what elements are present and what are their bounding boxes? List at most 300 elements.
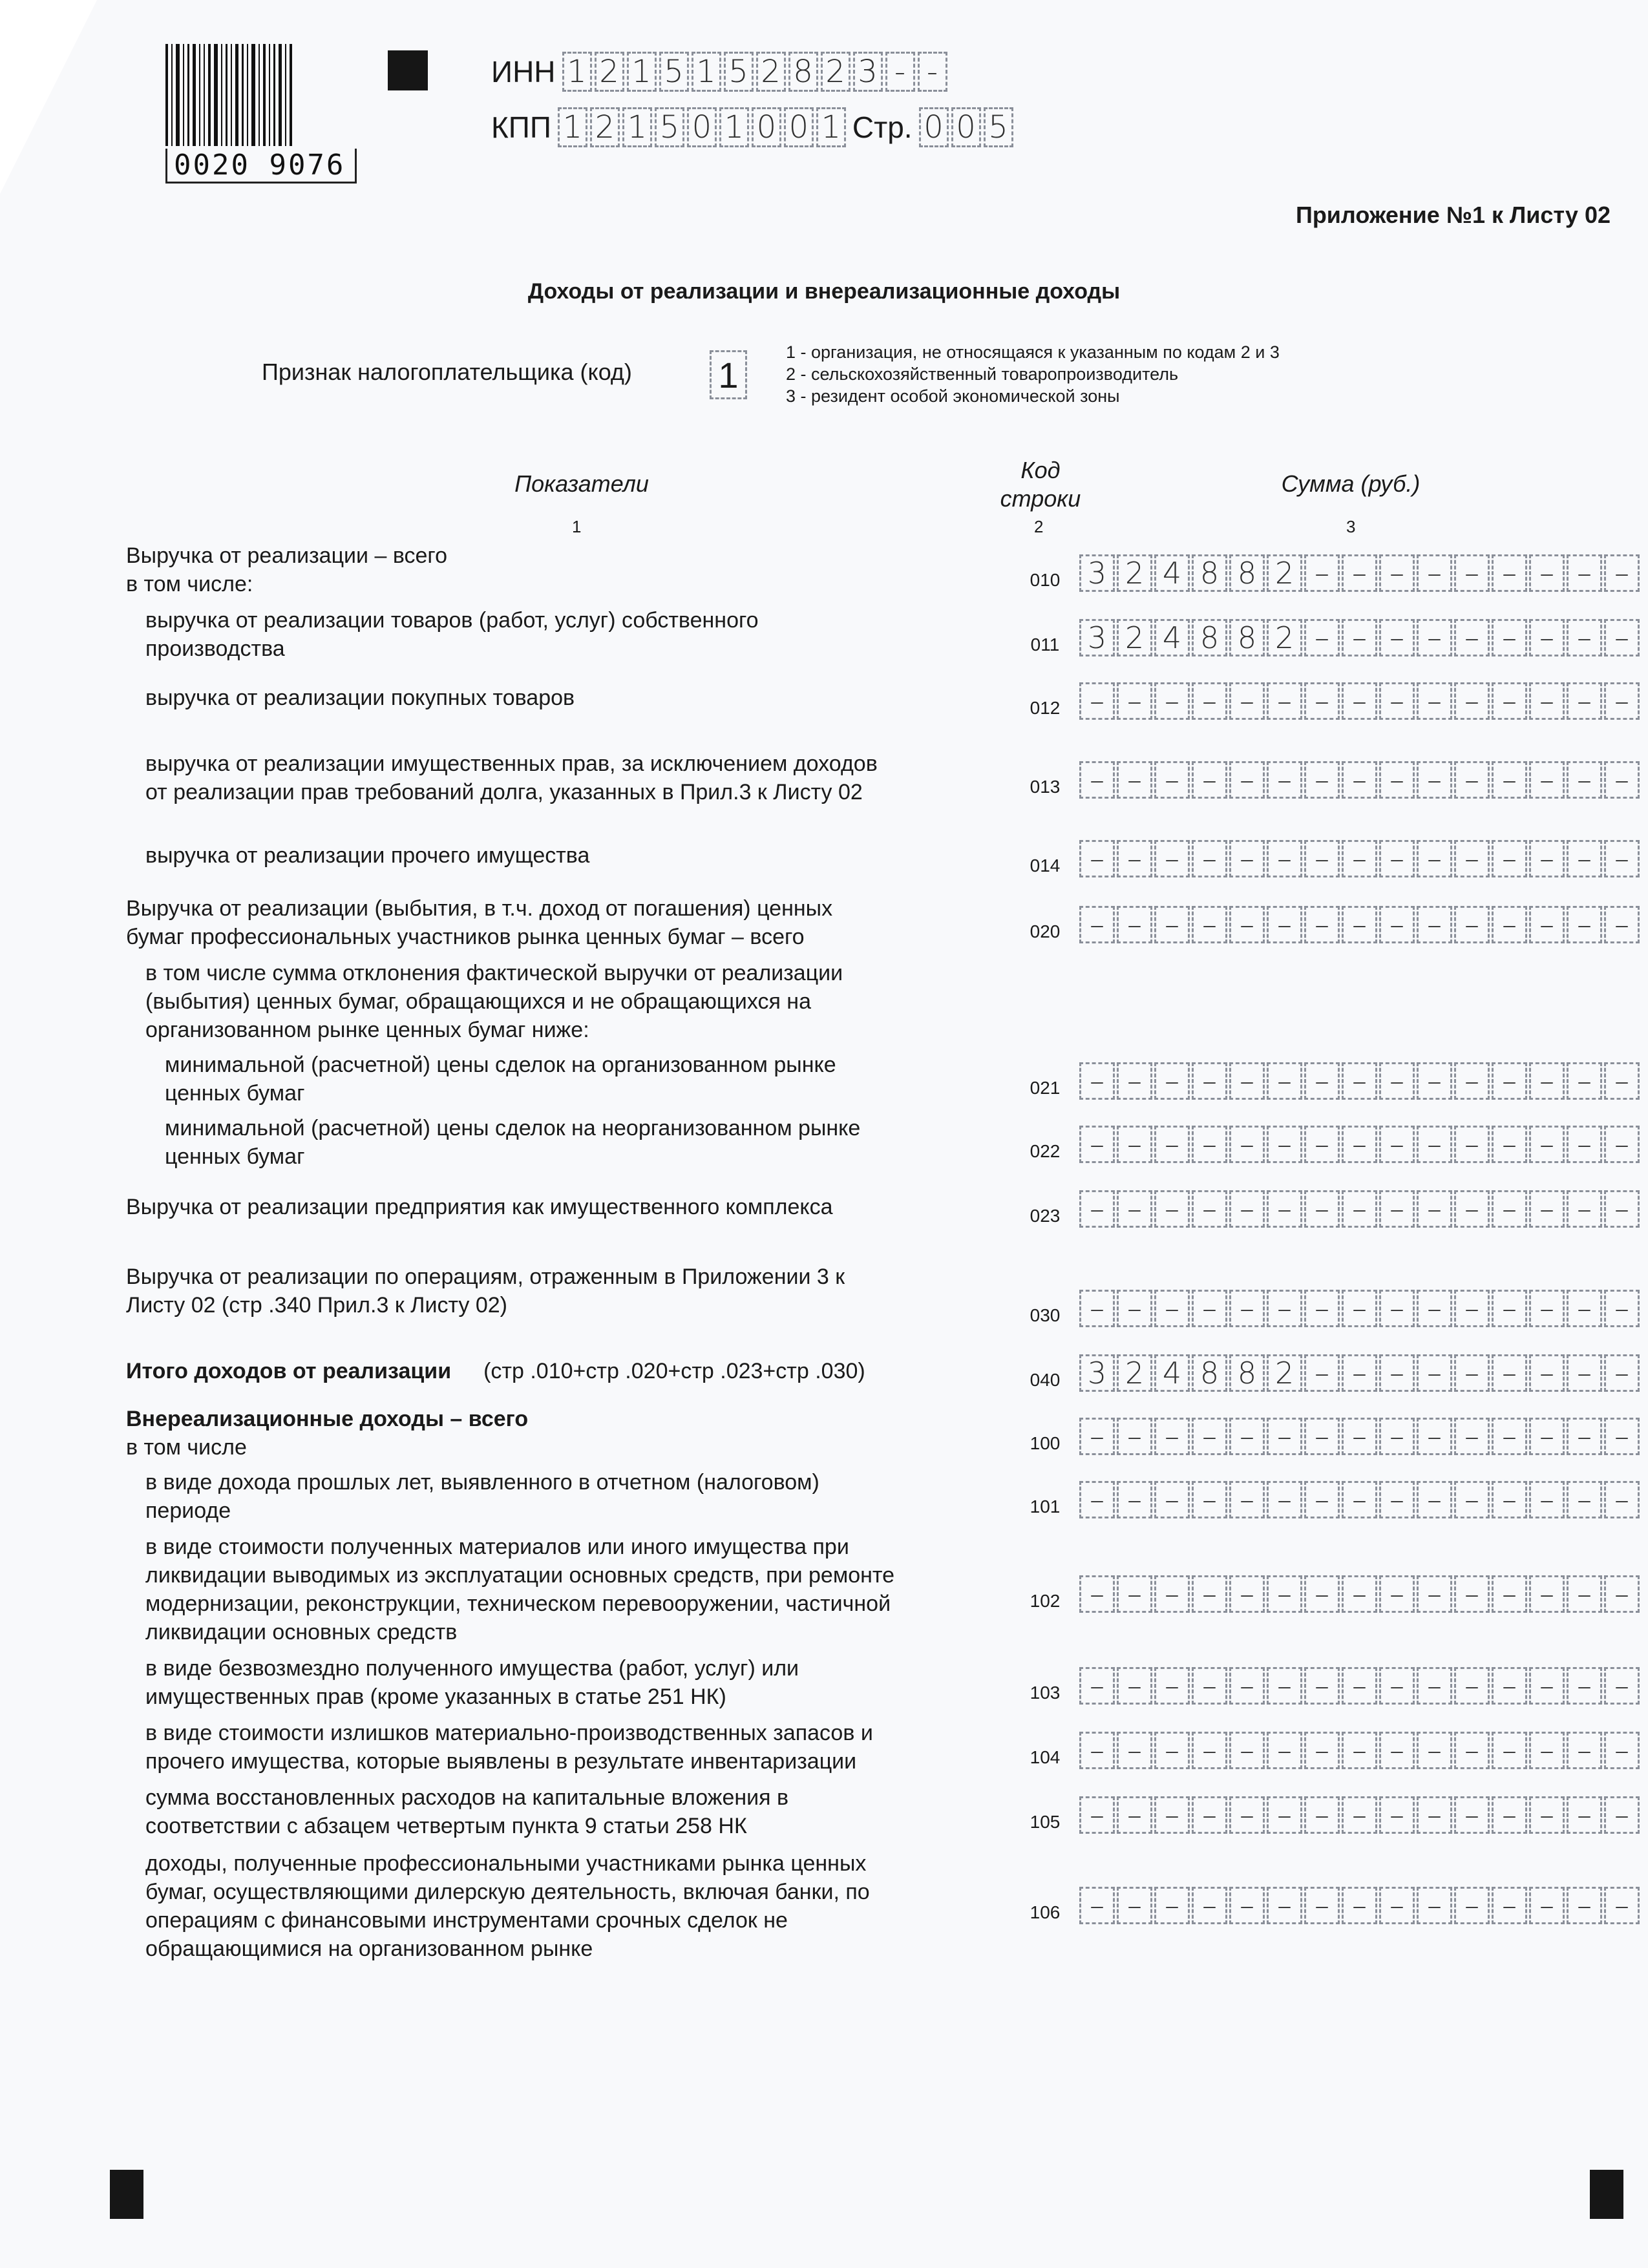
amount-digit-cell[interactable]: – bbox=[1417, 1732, 1452, 1769]
amount-digit-cell[interactable]: – bbox=[1379, 554, 1415, 592]
amount-digit-cell[interactable]: – bbox=[1229, 1575, 1265, 1613]
amount-digit-cell[interactable]: – bbox=[1192, 1887, 1227, 1924]
kpp-digit-cell[interactable]: 2 bbox=[590, 107, 620, 147]
amount-digit-cell[interactable]: – bbox=[1604, 1126, 1640, 1163]
inn-digit-cell[interactable]: - bbox=[885, 52, 915, 92]
amount-digit-cell[interactable]: – bbox=[1267, 1190, 1302, 1228]
amount-digit-cell[interactable]: – bbox=[1229, 1481, 1265, 1518]
amount-digit-cell[interactable]: – bbox=[1417, 840, 1452, 877]
amount-digit-cell[interactable]: – bbox=[1454, 906, 1490, 943]
amount-digit-cell[interactable]: – bbox=[1379, 1732, 1415, 1769]
amount-digit-cell[interactable]: – bbox=[1454, 619, 1490, 656]
amount-digit-cell[interactable]: – bbox=[1604, 554, 1640, 592]
amount-digit-cell[interactable]: – bbox=[1492, 906, 1527, 943]
amount-digit-cell[interactable]: – bbox=[1604, 1732, 1640, 1769]
amount-digit-cell[interactable]: – bbox=[1529, 1418, 1565, 1455]
amount-digit-cell[interactable]: – bbox=[1529, 1481, 1565, 1518]
amount-digit-cell[interactable]: – bbox=[1079, 1887, 1115, 1924]
amount-digit-cell[interactable]: – bbox=[1117, 1190, 1152, 1228]
amount-digit-cell[interactable]: – bbox=[1379, 1481, 1415, 1518]
amount-field-023[interactable] bbox=[1079, 1190, 1642, 1228]
amount-digit-cell[interactable]: 8 bbox=[1229, 619, 1265, 656]
amount-digit-cell[interactable]: – bbox=[1342, 554, 1377, 592]
amount-digit-cell[interactable]: – bbox=[1492, 1062, 1527, 1100]
amount-digit-cell[interactable]: – bbox=[1304, 1290, 1340, 1327]
amount-digit-cell[interactable]: – bbox=[1117, 1126, 1152, 1163]
amount-digit-cell[interactable]: – bbox=[1117, 1481, 1152, 1518]
amount-digit-cell[interactable]: – bbox=[1117, 1796, 1152, 1834]
amount-digit-cell[interactable]: – bbox=[1379, 1126, 1415, 1163]
amount-digit-cell[interactable]: – bbox=[1342, 1887, 1377, 1924]
amount-digit-cell[interactable]: – bbox=[1567, 761, 1602, 799]
amount-digit-cell[interactable]: – bbox=[1229, 906, 1265, 943]
amount-digit-cell[interactable]: – bbox=[1567, 1190, 1602, 1228]
amount-digit-cell[interactable]: – bbox=[1079, 840, 1115, 877]
amount-digit-cell[interactable]: – bbox=[1529, 1887, 1565, 1924]
amount-digit-cell[interactable]: – bbox=[1154, 682, 1190, 720]
amount-digit-cell[interactable]: – bbox=[1529, 840, 1565, 877]
amount-digit-cell[interactable]: – bbox=[1304, 682, 1340, 720]
kpp-digit-cell[interactable]: 5 bbox=[655, 107, 684, 147]
amount-digit-cell[interactable]: – bbox=[1267, 1481, 1302, 1518]
amount-digit-cell[interactable]: – bbox=[1267, 1290, 1302, 1327]
amount-field-100[interactable] bbox=[1079, 1418, 1642, 1455]
amount-digit-cell[interactable]: – bbox=[1192, 840, 1227, 877]
amount-digit-cell[interactable]: – bbox=[1154, 1190, 1190, 1228]
inn-digit-cell[interactable]: 5 bbox=[659, 52, 689, 92]
amount-digit-cell[interactable]: – bbox=[1417, 1418, 1452, 1455]
amount-digit-cell[interactable]: – bbox=[1567, 619, 1602, 656]
amount-digit-cell[interactable]: – bbox=[1604, 1796, 1640, 1834]
amount-digit-cell[interactable]: – bbox=[1379, 1796, 1415, 1834]
amount-digit-cell[interactable]: – bbox=[1604, 1887, 1640, 1924]
amount-digit-cell[interactable]: – bbox=[1304, 1796, 1340, 1834]
amount-digit-cell[interactable]: – bbox=[1567, 1732, 1602, 1769]
amount-digit-cell[interactable]: – bbox=[1492, 1732, 1527, 1769]
amount-digit-cell[interactable]: – bbox=[1342, 1290, 1377, 1327]
amount-digit-cell[interactable]: 4 bbox=[1154, 1354, 1190, 1392]
amount-digit-cell[interactable]: – bbox=[1567, 1354, 1602, 1392]
amount-field-013[interactable] bbox=[1079, 761, 1642, 799]
amount-digit-cell[interactable]: – bbox=[1492, 1290, 1527, 1327]
amount-digit-cell[interactable]: – bbox=[1267, 682, 1302, 720]
amount-digit-cell[interactable]: – bbox=[1267, 840, 1302, 877]
inn-cells[interactable] bbox=[562, 52, 950, 92]
amount-digit-cell[interactable]: – bbox=[1342, 1667, 1377, 1705]
amount-digit-cell[interactable]: – bbox=[1079, 1796, 1115, 1834]
amount-digit-cell[interactable]: – bbox=[1304, 619, 1340, 656]
amount-digit-cell[interactable]: 2 bbox=[1267, 554, 1302, 592]
amount-digit-cell[interactable]: – bbox=[1304, 1732, 1340, 1769]
amount-digit-cell[interactable]: – bbox=[1267, 761, 1302, 799]
amount-digit-cell[interactable]: – bbox=[1192, 1062, 1227, 1100]
amount-digit-cell[interactable]: – bbox=[1379, 761, 1415, 799]
amount-digit-cell[interactable]: – bbox=[1492, 1575, 1527, 1613]
amount-digit-cell[interactable]: – bbox=[1342, 619, 1377, 656]
amount-digit-cell[interactable]: – bbox=[1379, 1354, 1415, 1392]
amount-digit-cell[interactable]: – bbox=[1604, 1062, 1640, 1100]
amount-digit-cell[interactable]: – bbox=[1604, 1575, 1640, 1613]
inn-digit-cell[interactable]: 2 bbox=[821, 52, 850, 92]
page-number-cells[interactable] bbox=[919, 107, 1016, 147]
amount-digit-cell[interactable]: – bbox=[1567, 1290, 1602, 1327]
amount-digit-cell[interactable]: – bbox=[1117, 1290, 1152, 1327]
amount-digit-cell[interactable]: – bbox=[1304, 1575, 1340, 1613]
amount-digit-cell[interactable]: 4 bbox=[1154, 554, 1190, 592]
amount-digit-cell[interactable]: – bbox=[1229, 682, 1265, 720]
amount-digit-cell[interactable]: – bbox=[1417, 1126, 1452, 1163]
amount-digit-cell[interactable]: – bbox=[1304, 1126, 1340, 1163]
amount-digit-cell[interactable]: – bbox=[1379, 840, 1415, 877]
amount-digit-cell[interactable]: – bbox=[1567, 1062, 1602, 1100]
amount-digit-cell[interactable]: – bbox=[1229, 1732, 1265, 1769]
amount-field-011[interactable] bbox=[1079, 619, 1642, 656]
kpp-digit-cell[interactable]: 1 bbox=[816, 107, 846, 147]
taxpayer-sign-cell[interactable]: 1 bbox=[710, 350, 747, 399]
amount-digit-cell[interactable]: – bbox=[1529, 1062, 1565, 1100]
amount-digit-cell[interactable]: 3 bbox=[1079, 554, 1115, 592]
amount-digit-cell[interactable]: – bbox=[1529, 682, 1565, 720]
amount-digit-cell[interactable]: – bbox=[1417, 1575, 1452, 1613]
amount-digit-cell[interactable]: – bbox=[1154, 1126, 1190, 1163]
amount-digit-cell[interactable]: – bbox=[1342, 1354, 1377, 1392]
amount-digit-cell[interactable]: 8 bbox=[1192, 1354, 1227, 1392]
kpp-digit-cell[interactable]: 1 bbox=[622, 107, 652, 147]
amount-digit-cell[interactable]: – bbox=[1529, 1126, 1565, 1163]
amount-digit-cell[interactable]: – bbox=[1117, 1732, 1152, 1769]
amount-digit-cell[interactable]: – bbox=[1342, 682, 1377, 720]
amount-digit-cell[interactable]: – bbox=[1342, 1190, 1377, 1228]
amount-digit-cell[interactable]: – bbox=[1154, 1062, 1190, 1100]
kpp-cells[interactable] bbox=[558, 107, 849, 147]
amount-digit-cell[interactable]: – bbox=[1454, 1354, 1490, 1392]
amount-digit-cell[interactable]: – bbox=[1229, 1796, 1265, 1834]
amount-digit-cell[interactable]: – bbox=[1492, 1418, 1527, 1455]
amount-digit-cell[interactable]: – bbox=[1229, 1190, 1265, 1228]
amount-digit-cell[interactable]: – bbox=[1567, 1575, 1602, 1613]
amount-digit-cell[interactable]: – bbox=[1192, 1732, 1227, 1769]
amount-digit-cell[interactable]: – bbox=[1454, 1732, 1490, 1769]
inn-digit-cell[interactable]: 1 bbox=[562, 52, 592, 92]
amount-digit-cell[interactable]: – bbox=[1154, 1887, 1190, 1924]
amount-digit-cell[interactable]: – bbox=[1267, 1062, 1302, 1100]
amount-digit-cell[interactable]: 2 bbox=[1117, 619, 1152, 656]
amount-digit-cell[interactable]: – bbox=[1529, 1290, 1565, 1327]
amount-digit-cell[interactable]: – bbox=[1267, 1796, 1302, 1834]
amount-field-040[interactable] bbox=[1079, 1354, 1642, 1392]
amount-digit-cell[interactable]: – bbox=[1529, 1796, 1565, 1834]
amount-digit-cell[interactable]: – bbox=[1342, 1062, 1377, 1100]
amount-digit-cell[interactable]: – bbox=[1492, 619, 1527, 656]
amount-digit-cell[interactable]: – bbox=[1567, 1667, 1602, 1705]
amount-digit-cell[interactable]: – bbox=[1379, 682, 1415, 720]
amount-digit-cell[interactable]: – bbox=[1379, 1190, 1415, 1228]
amount-digit-cell[interactable]: – bbox=[1304, 1887, 1340, 1924]
amount-digit-cell[interactable]: – bbox=[1192, 761, 1227, 799]
amount-digit-cell[interactable]: – bbox=[1454, 1126, 1490, 1163]
inn-digit-cell[interactable]: 1 bbox=[627, 52, 657, 92]
amount-digit-cell[interactable]: – bbox=[1267, 906, 1302, 943]
amount-digit-cell[interactable]: – bbox=[1342, 1481, 1377, 1518]
amount-digit-cell[interactable]: – bbox=[1417, 1667, 1452, 1705]
amount-digit-cell[interactable]: – bbox=[1079, 1290, 1115, 1327]
amount-digit-cell[interactable]: – bbox=[1342, 1732, 1377, 1769]
amount-digit-cell[interactable]: – bbox=[1604, 906, 1640, 943]
amount-digit-cell[interactable]: – bbox=[1079, 1418, 1115, 1455]
amount-field-021[interactable] bbox=[1079, 1062, 1642, 1100]
amount-digit-cell[interactable]: – bbox=[1492, 761, 1527, 799]
amount-digit-cell[interactable]: 8 bbox=[1192, 619, 1227, 656]
inn-digit-cell[interactable]: 1 bbox=[692, 52, 721, 92]
amount-digit-cell[interactable]: – bbox=[1117, 840, 1152, 877]
amount-digit-cell[interactable]: – bbox=[1079, 1062, 1115, 1100]
amount-digit-cell[interactable]: – bbox=[1417, 619, 1452, 656]
amount-digit-cell[interactable]: – bbox=[1267, 1126, 1302, 1163]
amount-digit-cell[interactable]: – bbox=[1417, 1062, 1452, 1100]
amount-digit-cell[interactable]: – bbox=[1304, 1062, 1340, 1100]
amount-digit-cell[interactable]: – bbox=[1529, 1190, 1565, 1228]
amount-digit-cell[interactable]: 3 bbox=[1079, 1354, 1115, 1392]
amount-digit-cell[interactable]: – bbox=[1454, 1796, 1490, 1834]
amount-digit-cell[interactable]: 3 bbox=[1079, 619, 1115, 656]
amount-field-012[interactable] bbox=[1079, 682, 1642, 720]
amount-digit-cell[interactable]: – bbox=[1567, 906, 1602, 943]
amount-digit-cell[interactable]: – bbox=[1304, 761, 1340, 799]
amount-digit-cell[interactable]: – bbox=[1454, 1481, 1490, 1518]
page-digit-cell[interactable]: 0 bbox=[951, 107, 981, 147]
amount-digit-cell[interactable]: – bbox=[1117, 1418, 1152, 1455]
amount-digit-cell[interactable]: – bbox=[1604, 1290, 1640, 1327]
amount-digit-cell[interactable]: – bbox=[1454, 554, 1490, 592]
amount-digit-cell[interactable]: – bbox=[1529, 619, 1565, 656]
kpp-digit-cell[interactable]: 0 bbox=[687, 107, 717, 147]
amount-digit-cell[interactable]: – bbox=[1192, 1575, 1227, 1613]
amount-digit-cell[interactable]: – bbox=[1567, 1887, 1602, 1924]
amount-digit-cell[interactable]: – bbox=[1079, 1667, 1115, 1705]
amount-digit-cell[interactable]: – bbox=[1454, 1418, 1490, 1455]
amount-digit-cell[interactable]: – bbox=[1154, 1796, 1190, 1834]
amount-digit-cell[interactable]: 4 bbox=[1154, 619, 1190, 656]
amount-digit-cell[interactable]: – bbox=[1229, 1290, 1265, 1327]
amount-digit-cell[interactable]: – bbox=[1117, 682, 1152, 720]
amount-digit-cell[interactable]: – bbox=[1154, 906, 1190, 943]
amount-digit-cell[interactable]: – bbox=[1304, 1667, 1340, 1705]
amount-digit-cell[interactable]: – bbox=[1567, 1126, 1602, 1163]
amount-digit-cell[interactable]: – bbox=[1192, 1126, 1227, 1163]
amount-digit-cell[interactable]: – bbox=[1304, 906, 1340, 943]
amount-digit-cell[interactable]: – bbox=[1567, 1796, 1602, 1834]
amount-digit-cell[interactable]: – bbox=[1079, 1732, 1115, 1769]
amount-digit-cell[interactable]: – bbox=[1304, 554, 1340, 592]
amount-digit-cell[interactable]: – bbox=[1117, 1575, 1152, 1613]
kpp-digit-cell[interactable]: 1 bbox=[558, 107, 587, 147]
amount-digit-cell[interactable]: – bbox=[1229, 1418, 1265, 1455]
amount-field-101[interactable] bbox=[1079, 1481, 1642, 1518]
amount-field-106[interactable] bbox=[1079, 1887, 1642, 1924]
amount-digit-cell[interactable]: – bbox=[1267, 1575, 1302, 1613]
amount-digit-cell[interactable]: – bbox=[1529, 1575, 1565, 1613]
amount-digit-cell[interactable]: – bbox=[1079, 1190, 1115, 1228]
amount-digit-cell[interactable]: – bbox=[1492, 1190, 1527, 1228]
amount-digit-cell[interactable]: – bbox=[1454, 1575, 1490, 1613]
amount-digit-cell[interactable]: 2 bbox=[1267, 619, 1302, 656]
amount-digit-cell[interactable]: – bbox=[1379, 1575, 1415, 1613]
amount-digit-cell[interactable]: – bbox=[1304, 1418, 1340, 1455]
kpp-digit-cell[interactable]: 1 bbox=[719, 107, 749, 147]
amount-digit-cell[interactable]: – bbox=[1117, 1667, 1152, 1705]
amount-digit-cell[interactable]: – bbox=[1229, 1126, 1265, 1163]
amount-digit-cell[interactable]: – bbox=[1492, 1796, 1527, 1834]
amount-digit-cell[interactable]: – bbox=[1492, 682, 1527, 720]
amount-digit-cell[interactable]: – bbox=[1342, 1575, 1377, 1613]
amount-digit-cell[interactable]: – bbox=[1154, 1732, 1190, 1769]
amount-digit-cell[interactable]: – bbox=[1492, 1667, 1527, 1705]
amount-digit-cell[interactable]: – bbox=[1417, 554, 1452, 592]
amount-digit-cell[interactable]: – bbox=[1492, 1126, 1527, 1163]
amount-digit-cell[interactable]: – bbox=[1192, 1481, 1227, 1518]
amount-digit-cell[interactable]: – bbox=[1192, 1418, 1227, 1455]
amount-digit-cell[interactable]: – bbox=[1529, 906, 1565, 943]
amount-digit-cell[interactable]: – bbox=[1567, 1481, 1602, 1518]
amount-digit-cell[interactable]: 8 bbox=[1229, 1354, 1265, 1392]
amount-digit-cell[interactable]: – bbox=[1267, 1732, 1302, 1769]
amount-digit-cell[interactable]: 2 bbox=[1267, 1354, 1302, 1392]
inn-digit-cell[interactable]: 2 bbox=[756, 52, 786, 92]
amount-digit-cell[interactable]: – bbox=[1604, 1418, 1640, 1455]
amount-digit-cell[interactable]: – bbox=[1417, 1481, 1452, 1518]
inn-digit-cell[interactable]: 5 bbox=[724, 52, 754, 92]
amount-digit-cell[interactable]: – bbox=[1454, 840, 1490, 877]
amount-digit-cell[interactable]: – bbox=[1079, 761, 1115, 799]
amount-digit-cell[interactable]: – bbox=[1492, 554, 1527, 592]
amount-digit-cell[interactable]: – bbox=[1192, 1290, 1227, 1327]
amount-digit-cell[interactable]: – bbox=[1342, 761, 1377, 799]
amount-digit-cell[interactable]: – bbox=[1454, 1667, 1490, 1705]
amount-digit-cell[interactable]: – bbox=[1379, 1887, 1415, 1924]
amount-digit-cell[interactable]: – bbox=[1079, 1575, 1115, 1613]
amount-digit-cell[interactable]: 8 bbox=[1192, 554, 1227, 592]
amount-digit-cell[interactable]: – bbox=[1529, 1354, 1565, 1392]
amount-digit-cell[interactable]: – bbox=[1567, 840, 1602, 877]
page-digit-cell[interactable]: 5 bbox=[984, 107, 1013, 147]
amount-digit-cell[interactable]: – bbox=[1567, 1418, 1602, 1455]
page-digit-cell[interactable]: 0 bbox=[919, 107, 949, 147]
amount-digit-cell[interactable]: – bbox=[1417, 682, 1452, 720]
amount-digit-cell[interactable]: – bbox=[1079, 906, 1115, 943]
amount-digit-cell[interactable]: – bbox=[1529, 1732, 1565, 1769]
amount-digit-cell[interactable]: – bbox=[1492, 1481, 1527, 1518]
amount-field-105[interactable] bbox=[1079, 1796, 1642, 1834]
amount-digit-cell[interactable]: – bbox=[1154, 761, 1190, 799]
amount-digit-cell[interactable]: – bbox=[1342, 906, 1377, 943]
amount-digit-cell[interactable]: – bbox=[1379, 1290, 1415, 1327]
amount-digit-cell[interactable]: – bbox=[1379, 906, 1415, 943]
inn-digit-cell[interactable]: 2 bbox=[595, 52, 624, 92]
amount-digit-cell[interactable]: – bbox=[1192, 906, 1227, 943]
amount-digit-cell[interactable]: – bbox=[1117, 1062, 1152, 1100]
amount-digit-cell[interactable]: – bbox=[1304, 1481, 1340, 1518]
amount-digit-cell[interactable]: – bbox=[1192, 682, 1227, 720]
amount-digit-cell[interactable]: – bbox=[1342, 840, 1377, 877]
amount-field-014[interactable] bbox=[1079, 840, 1642, 877]
amount-digit-cell[interactable]: – bbox=[1304, 1190, 1340, 1228]
amount-field-102[interactable] bbox=[1079, 1575, 1642, 1613]
inn-digit-cell[interactable]: 3 bbox=[853, 52, 883, 92]
amount-digit-cell[interactable]: – bbox=[1604, 619, 1640, 656]
amount-digit-cell[interactable]: – bbox=[1267, 1667, 1302, 1705]
amount-digit-cell[interactable]: – bbox=[1604, 840, 1640, 877]
amount-digit-cell[interactable]: – bbox=[1417, 906, 1452, 943]
amount-digit-cell[interactable]: – bbox=[1117, 1887, 1152, 1924]
amount-field-020[interactable] bbox=[1079, 906, 1642, 943]
amount-digit-cell[interactable]: 8 bbox=[1229, 554, 1265, 592]
amount-digit-cell[interactable]: – bbox=[1604, 1354, 1640, 1392]
amount-digit-cell[interactable]: – bbox=[1417, 1796, 1452, 1834]
amount-digit-cell[interactable]: – bbox=[1604, 1481, 1640, 1518]
amount-digit-cell[interactable]: – bbox=[1417, 1290, 1452, 1327]
amount-digit-cell[interactable]: – bbox=[1604, 1667, 1640, 1705]
amount-digit-cell[interactable]: – bbox=[1342, 1796, 1377, 1834]
amount-digit-cell[interactable]: – bbox=[1229, 1887, 1265, 1924]
inn-digit-cell[interactable]: - bbox=[918, 52, 947, 92]
amount-digit-cell[interactable]: – bbox=[1417, 1190, 1452, 1228]
amount-digit-cell[interactable]: – bbox=[1379, 619, 1415, 656]
amount-digit-cell[interactable]: – bbox=[1192, 1796, 1227, 1834]
amount-digit-cell[interactable]: – bbox=[1529, 554, 1565, 592]
amount-digit-cell[interactable]: – bbox=[1454, 682, 1490, 720]
amount-digit-cell[interactable]: – bbox=[1229, 1667, 1265, 1705]
amount-digit-cell[interactable]: – bbox=[1417, 1354, 1452, 1392]
amount-digit-cell[interactable]: – bbox=[1529, 761, 1565, 799]
amount-digit-cell[interactable]: – bbox=[1604, 761, 1640, 799]
amount-digit-cell[interactable]: – bbox=[1192, 1667, 1227, 1705]
amount-digit-cell[interactable]: – bbox=[1117, 761, 1152, 799]
amount-digit-cell[interactable]: – bbox=[1454, 1887, 1490, 1924]
amount-digit-cell[interactable]: – bbox=[1417, 761, 1452, 799]
amount-digit-cell[interactable]: – bbox=[1192, 1190, 1227, 1228]
amount-digit-cell[interactable]: – bbox=[1342, 1126, 1377, 1163]
amount-field-103[interactable] bbox=[1079, 1667, 1642, 1705]
amount-field-104[interactable] bbox=[1079, 1732, 1642, 1769]
amount-digit-cell[interactable]: – bbox=[1229, 1062, 1265, 1100]
amount-digit-cell[interactable]: – bbox=[1492, 840, 1527, 877]
amount-digit-cell[interactable]: – bbox=[1567, 554, 1602, 592]
amount-digit-cell[interactable]: – bbox=[1604, 1190, 1640, 1228]
amount-digit-cell[interactable]: – bbox=[1379, 1418, 1415, 1455]
amount-digit-cell[interactable]: – bbox=[1304, 1354, 1340, 1392]
amount-digit-cell[interactable]: 2 bbox=[1117, 1354, 1152, 1392]
amount-digit-cell[interactable]: – bbox=[1267, 1887, 1302, 1924]
amount-digit-cell[interactable]: – bbox=[1379, 1062, 1415, 1100]
amount-digit-cell[interactable]: – bbox=[1117, 906, 1152, 943]
amount-field-030[interactable] bbox=[1079, 1290, 1642, 1327]
kpp-digit-cell[interactable]: 0 bbox=[784, 107, 814, 147]
amount-digit-cell[interactable]: – bbox=[1154, 1575, 1190, 1613]
amount-digit-cell[interactable]: – bbox=[1154, 1290, 1190, 1327]
amount-digit-cell[interactable]: – bbox=[1492, 1354, 1527, 1392]
amount-digit-cell[interactable]: – bbox=[1229, 840, 1265, 877]
amount-digit-cell[interactable]: – bbox=[1079, 1126, 1115, 1163]
amount-digit-cell[interactable]: – bbox=[1604, 682, 1640, 720]
amount-digit-cell[interactable]: – bbox=[1529, 1667, 1565, 1705]
amount-digit-cell[interactable]: – bbox=[1154, 1418, 1190, 1455]
amount-digit-cell[interactable]: – bbox=[1492, 1887, 1527, 1924]
amount-field-010[interactable] bbox=[1079, 554, 1642, 592]
amount-digit-cell[interactable]: – bbox=[1454, 1062, 1490, 1100]
amount-digit-cell[interactable]: 2 bbox=[1117, 554, 1152, 592]
kpp-digit-cell[interactable]: 0 bbox=[752, 107, 781, 147]
amount-digit-cell[interactable]: – bbox=[1454, 1190, 1490, 1228]
